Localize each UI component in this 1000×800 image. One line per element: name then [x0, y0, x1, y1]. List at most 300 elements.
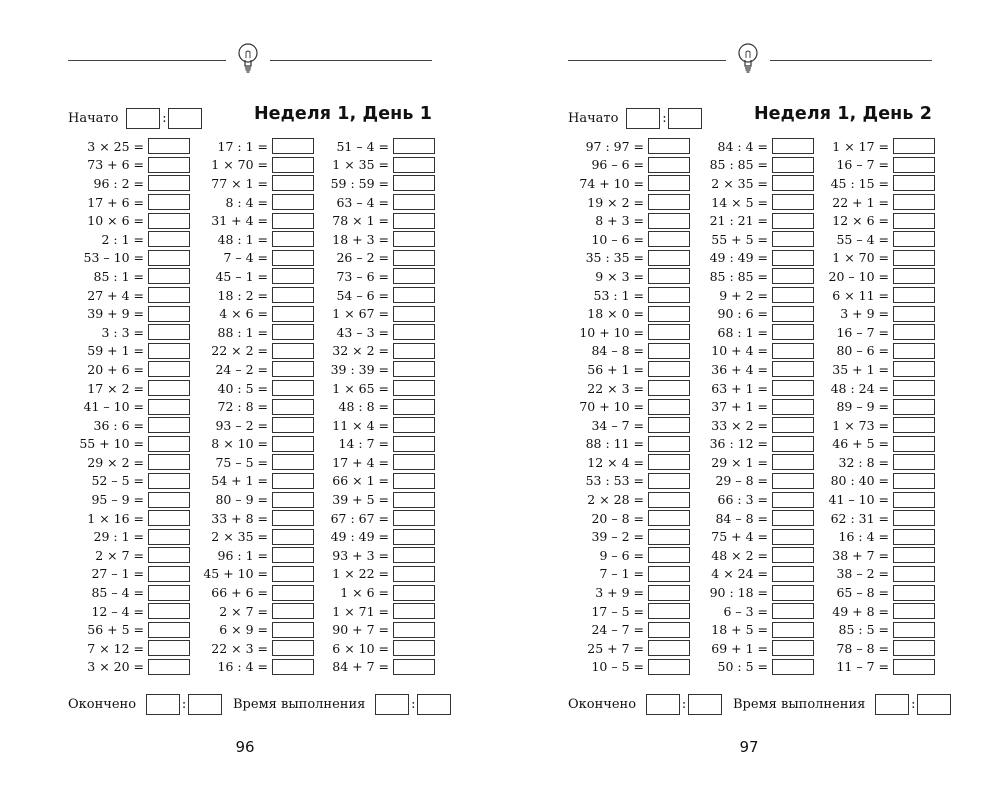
answer-box[interactable]	[148, 194, 190, 210]
problem-expression: 25 + 7 =	[587, 640, 644, 656]
answer-box[interactable]	[648, 138, 690, 154]
answer-box[interactable]	[393, 640, 435, 656]
duration-minutes-field[interactable]	[375, 694, 409, 715]
problem-expression: 2 × 28 =	[587, 492, 644, 508]
answer-box[interactable]	[272, 585, 314, 601]
problem-expression: 27 – 1 =	[91, 566, 144, 582]
answer-box[interactable]	[648, 361, 690, 377]
problem-row	[813, 453, 935, 472]
answer-box[interactable]	[148, 622, 190, 638]
answer-box[interactable]	[272, 492, 314, 508]
problems-column	[692, 137, 814, 676]
answer-box[interactable]	[893, 510, 935, 526]
answer-box[interactable]	[148, 566, 190, 582]
answer-box[interactable]	[272, 622, 314, 638]
problem-row	[813, 490, 935, 509]
problem-expression: 17 × 2 =	[87, 380, 144, 396]
answer-box[interactable]	[648, 250, 690, 266]
answer-box[interactable]	[272, 175, 314, 191]
answer-box[interactable]	[648, 324, 690, 340]
start-label: Начато	[568, 110, 619, 126]
answer-box[interactable]	[272, 603, 314, 619]
problem-expression: 38 + 7 =	[832, 547, 889, 563]
answer-box[interactable]	[772, 492, 814, 508]
answer-box[interactable]	[272, 659, 314, 675]
problem-expression: 18 + 5 =	[711, 622, 768, 638]
problem-row	[692, 602, 814, 621]
answer-box[interactable]	[272, 529, 314, 545]
answer-box[interactable]	[272, 213, 314, 229]
problem-row	[813, 658, 935, 677]
answer-box[interactable]	[893, 417, 935, 433]
answer-box[interactable]	[772, 659, 814, 675]
problem-expression: 52 – 5 =	[91, 473, 144, 489]
problem-expression: 17 : 1 =	[217, 138, 268, 154]
answer-box[interactable]	[893, 640, 935, 656]
answer-box[interactable]	[893, 454, 935, 470]
problem-expression: 1 × 71 =	[332, 603, 389, 619]
problem-expression: 29 × 1 =	[711, 454, 768, 470]
answer-box[interactable]	[393, 380, 435, 396]
problem-row	[68, 472, 190, 491]
answer-box[interactable]	[272, 194, 314, 210]
answer-box[interactable]	[772, 603, 814, 619]
problem-row	[68, 156, 190, 175]
problem-expression: 3 + 9 =	[595, 585, 644, 601]
problem-row	[192, 342, 314, 361]
answer-box[interactable]	[893, 268, 935, 284]
answer-box[interactable]	[893, 287, 935, 303]
problem-row	[692, 249, 814, 268]
answer-box[interactable]	[148, 547, 190, 563]
answer-box[interactable]	[893, 361, 935, 377]
answer-box[interactable]	[148, 343, 190, 359]
problem-expression: 96 – 6 =	[591, 157, 644, 173]
finished-minutes-field[interactable]	[188, 694, 222, 715]
answer-box[interactable]	[393, 231, 435, 247]
answer-box[interactable]	[393, 157, 435, 173]
problem-expression: 3 + 9 =	[840, 306, 889, 322]
problem-row	[68, 379, 190, 398]
answer-box[interactable]	[648, 622, 690, 638]
answer-box[interactable]	[893, 659, 935, 675]
answer-box[interactable]	[648, 399, 690, 415]
answer-box[interactable]	[648, 175, 690, 191]
answer-box[interactable]	[148, 324, 190, 340]
problem-row	[68, 527, 190, 546]
answer-box[interactable]	[148, 529, 190, 545]
answer-box[interactable]	[648, 603, 690, 619]
problem-row	[568, 137, 690, 156]
problem-expression: 41 – 10 =	[83, 399, 144, 415]
problem-expression: 2 × 35 =	[211, 529, 268, 545]
problem-expression: 97 : 97 =	[585, 138, 644, 154]
answer-box[interactable]	[148, 287, 190, 303]
answer-box[interactable]	[772, 585, 814, 601]
problem-expression: 90 : 6 =	[717, 306, 768, 322]
answer-box[interactable]	[893, 138, 935, 154]
answer-box[interactable]	[272, 399, 314, 415]
answer-box[interactable]	[772, 306, 814, 322]
problem-expression: 93 + 3 =	[332, 547, 389, 563]
answer-box[interactable]	[393, 361, 435, 377]
answer-box[interactable]	[148, 510, 190, 526]
start-minutes-field[interactable]	[668, 108, 702, 129]
answer-box[interactable]	[648, 417, 690, 433]
answer-box[interactable]	[393, 343, 435, 359]
answer-box[interactable]	[772, 473, 814, 489]
problem-expression: 59 + 1 =	[87, 343, 144, 359]
problem-expression: 49 : 49 =	[330, 529, 389, 545]
problem-row	[813, 509, 935, 528]
answer-box[interactable]	[893, 343, 935, 359]
problem-expression: 1 × 35 =	[332, 157, 389, 173]
problem-expression: 78 × 1 =	[332, 213, 389, 229]
problem-row	[692, 137, 814, 156]
answer-box[interactable]	[393, 492, 435, 508]
answer-box[interactable]	[648, 640, 690, 656]
answer-box[interactable]	[393, 213, 435, 229]
answer-box[interactable]	[148, 380, 190, 396]
answer-box[interactable]	[393, 547, 435, 563]
answer-box[interactable]	[893, 529, 935, 545]
problem-expression: 36 : 12 =	[709, 436, 768, 452]
answer-box[interactable]	[148, 361, 190, 377]
answer-box[interactable]	[393, 250, 435, 266]
answer-box[interactable]	[272, 157, 314, 173]
answer-box[interactable]	[272, 324, 314, 340]
answer-box[interactable]	[893, 566, 935, 582]
problem-row	[192, 193, 314, 212]
answer-box[interactable]	[893, 473, 935, 489]
answer-box[interactable]	[393, 585, 435, 601]
answer-box[interactable]	[772, 138, 814, 154]
problem-expression: 49 : 49 =	[709, 250, 768, 266]
answer-box[interactable]	[772, 194, 814, 210]
answer-box[interactable]	[148, 306, 190, 322]
answer-box[interactable]	[648, 659, 690, 675]
problem-row	[568, 658, 690, 677]
problem-row	[68, 583, 190, 602]
answer-box[interactable]	[148, 659, 190, 675]
answer-box[interactable]	[393, 473, 435, 489]
problem-row	[813, 583, 935, 602]
problem-expression: 72 : 8 =	[217, 399, 268, 415]
problem-row	[692, 509, 814, 528]
answer-box[interactable]	[648, 343, 690, 359]
problem-row	[692, 304, 814, 323]
answer-box[interactable]	[148, 268, 190, 284]
problem-expression: 8 × 10 =	[211, 436, 268, 452]
answer-box[interactable]	[272, 566, 314, 582]
problem-expression: 6 × 11 =	[832, 287, 889, 303]
problem-expression: 24 – 7 =	[591, 622, 644, 638]
answer-box[interactable]	[648, 213, 690, 229]
start-hours-field[interactable]	[126, 108, 160, 129]
answer-box[interactable]	[772, 287, 814, 303]
answer-box[interactable]	[772, 324, 814, 340]
duration-seconds-field[interactable]	[417, 694, 451, 715]
answer-box[interactable]	[648, 380, 690, 396]
problem-expression: 36 + 4 =	[711, 361, 768, 377]
problem-row	[192, 416, 314, 435]
answer-box[interactable]	[148, 454, 190, 470]
answer-box[interactable]	[272, 454, 314, 470]
answer-box[interactable]	[648, 473, 690, 489]
answer-box[interactable]	[393, 622, 435, 638]
answer-box[interactable]	[393, 566, 435, 582]
answer-box[interactable]	[772, 417, 814, 433]
problem-expression: 22 × 3 =	[587, 380, 644, 396]
answer-box[interactable]	[648, 306, 690, 322]
problem-row	[313, 211, 435, 230]
problem-row	[813, 435, 935, 454]
answer-box[interactable]	[648, 454, 690, 470]
answer-box[interactable]	[648, 157, 690, 173]
start-minutes-field[interactable]	[168, 108, 202, 129]
problem-row	[813, 174, 935, 193]
problem-expression: 75 – 5 =	[215, 454, 268, 470]
answer-box[interactable]	[772, 343, 814, 359]
answer-box[interactable]	[148, 473, 190, 489]
answer-box[interactable]	[648, 268, 690, 284]
problem-expression: 8 + 3 =	[595, 213, 644, 229]
answer-box[interactable]	[893, 324, 935, 340]
problem-expression: 39 + 5 =	[332, 492, 389, 508]
answer-box[interactable]	[772, 250, 814, 266]
problem-row	[692, 490, 814, 509]
duration-seconds-field[interactable]	[917, 694, 951, 715]
finished-hours-field[interactable]	[146, 694, 180, 715]
problem-expression: 74 + 10 =	[579, 175, 644, 191]
problem-row	[313, 416, 435, 435]
answer-box[interactable]	[772, 213, 814, 229]
answer-box[interactable]	[893, 622, 935, 638]
answer-box[interactable]	[772, 566, 814, 582]
answer-box[interactable]	[648, 287, 690, 303]
answer-box[interactable]	[772, 175, 814, 191]
answer-box[interactable]	[393, 659, 435, 675]
answer-box[interactable]	[772, 622, 814, 638]
answer-box[interactable]	[393, 529, 435, 545]
problem-expression: 12 × 4 =	[587, 454, 644, 470]
answer-box[interactable]	[393, 510, 435, 526]
answer-box[interactable]	[272, 343, 314, 359]
answer-box[interactable]	[772, 231, 814, 247]
answer-box[interactable]	[148, 157, 190, 173]
answer-box[interactable]	[648, 547, 690, 563]
answer-box[interactable]	[893, 231, 935, 247]
problem-expression: 29 : 1 =	[93, 529, 144, 545]
problem-row	[68, 211, 190, 230]
answer-box[interactable]	[648, 566, 690, 582]
answer-box[interactable]	[393, 399, 435, 415]
answer-box[interactable]	[148, 436, 190, 452]
answer-box[interactable]	[272, 473, 314, 489]
problem-row	[813, 230, 935, 249]
problem-expression: 14 × 5 =	[711, 194, 768, 210]
answer-box[interactable]	[393, 268, 435, 284]
problem-expression: 80 – 6 =	[836, 343, 889, 359]
answer-box[interactable]	[772, 529, 814, 545]
answer-box[interactable]	[272, 547, 314, 563]
problem-row	[313, 156, 435, 175]
problem-row	[692, 211, 814, 230]
problem-expression: 33 + 8 =	[211, 510, 268, 526]
answer-box[interactable]	[272, 510, 314, 526]
problem-expression: 12 – 4 =	[91, 603, 144, 619]
answer-box[interactable]	[393, 287, 435, 303]
problem-expression: 55 + 5 =	[711, 231, 768, 247]
problem-row	[313, 379, 435, 398]
answer-box[interactable]	[893, 175, 935, 191]
problem-row	[813, 249, 935, 268]
problem-expression: 48 : 24 =	[830, 380, 889, 396]
finished-minutes-field[interactable]	[688, 694, 722, 715]
answer-box[interactable]	[893, 399, 935, 415]
answer-box[interactable]	[272, 380, 314, 396]
problem-expression: 85 : 85 =	[709, 157, 768, 173]
answer-box[interactable]	[393, 138, 435, 154]
answer-box[interactable]	[393, 454, 435, 470]
page-number: 97	[739, 738, 759, 756]
problem-expression: 88 : 1 =	[217, 324, 268, 340]
problem-expression: 54 – 6 =	[336, 287, 389, 303]
answer-box[interactable]	[772, 547, 814, 563]
problem-expression: 75 + 4 =	[711, 529, 768, 545]
answer-box[interactable]	[148, 399, 190, 415]
answer-box[interactable]	[772, 454, 814, 470]
problem-expression: 68 : 1 =	[717, 324, 768, 340]
answer-box[interactable]	[393, 436, 435, 452]
problem-row	[813, 286, 935, 305]
problem-row	[313, 137, 435, 156]
answer-box[interactable]	[772, 399, 814, 415]
answer-box[interactable]	[148, 138, 190, 154]
problem-expression: 78 – 8 =	[836, 640, 889, 656]
answer-box[interactable]	[893, 250, 935, 266]
answer-box[interactable]	[272, 436, 314, 452]
problem-row	[313, 435, 435, 454]
answer-box[interactable]	[772, 268, 814, 284]
answer-box[interactable]	[148, 175, 190, 191]
duration-minutes-field[interactable]	[875, 694, 909, 715]
answer-box[interactable]	[148, 603, 190, 619]
answer-box[interactable]	[648, 585, 690, 601]
time-separator: :	[411, 696, 416, 712]
answer-box[interactable]	[648, 492, 690, 508]
problem-expression: 80 – 9 =	[215, 492, 268, 508]
start-hours-field[interactable]	[626, 108, 660, 129]
answer-box[interactable]	[893, 436, 935, 452]
problem-row	[568, 211, 690, 230]
problem-expression: 48 : 8 =	[338, 399, 389, 415]
answer-box[interactable]	[272, 250, 314, 266]
problem-expression: 88 : 11 =	[585, 436, 644, 452]
problem-expression: 16 – 7 =	[836, 157, 889, 173]
problem-row	[192, 379, 314, 398]
answer-box[interactable]	[393, 194, 435, 210]
answer-box[interactable]	[648, 510, 690, 526]
problem-row	[192, 565, 314, 584]
answer-box[interactable]	[148, 585, 190, 601]
problem-expression: 85 : 85 =	[709, 268, 768, 284]
answer-box[interactable]	[272, 306, 314, 322]
problem-row	[692, 472, 814, 491]
problem-row	[313, 490, 435, 509]
answer-box[interactable]	[272, 287, 314, 303]
answer-box[interactable]	[893, 213, 935, 229]
answer-box[interactable]	[772, 361, 814, 377]
answer-box[interactable]	[893, 194, 935, 210]
problem-expression: 73 + 6 =	[87, 157, 144, 173]
answer-box[interactable]	[393, 175, 435, 191]
header-rule-right	[770, 60, 932, 61]
answer-box[interactable]	[148, 640, 190, 656]
problem-row	[313, 286, 435, 305]
answer-box[interactable]	[148, 250, 190, 266]
problem-expression: 1 × 17 =	[832, 138, 889, 154]
answer-box[interactable]	[772, 436, 814, 452]
answer-box[interactable]	[893, 603, 935, 619]
answer-box[interactable]	[148, 417, 190, 433]
answer-box[interactable]	[893, 547, 935, 563]
answer-box[interactable]	[648, 436, 690, 452]
answer-box[interactable]	[148, 213, 190, 229]
answer-box[interactable]	[648, 194, 690, 210]
answer-box[interactable]	[272, 268, 314, 284]
problem-row	[68, 509, 190, 528]
answer-box[interactable]	[393, 417, 435, 433]
answer-box[interactable]	[648, 231, 690, 247]
answer-box[interactable]	[893, 380, 935, 396]
problem-expression: 90 : 18 =	[709, 585, 768, 601]
answer-box[interactable]	[272, 138, 314, 154]
answer-box[interactable]	[893, 306, 935, 322]
answer-box[interactable]	[772, 380, 814, 396]
answer-box[interactable]	[648, 529, 690, 545]
answer-box[interactable]	[272, 640, 314, 656]
problem-expression: 69 + 1 =	[711, 640, 768, 656]
problem-row	[568, 156, 690, 175]
problem-expression: 17 – 5 =	[591, 603, 644, 619]
answer-box[interactable]	[393, 324, 435, 340]
answer-box[interactable]	[772, 157, 814, 173]
answer-box[interactable]	[272, 231, 314, 247]
problem-row	[568, 602, 690, 621]
answer-box[interactable]	[272, 417, 314, 433]
answer-box[interactable]	[393, 603, 435, 619]
time-separator: :	[181, 696, 187, 712]
answer-box[interactable]	[893, 492, 935, 508]
problem-row	[813, 620, 935, 639]
answer-box[interactable]	[393, 306, 435, 322]
problem-row	[568, 360, 690, 379]
problem-row	[692, 230, 814, 249]
answer-box[interactable]	[772, 510, 814, 526]
problem-row	[68, 658, 190, 677]
answer-box[interactable]	[772, 640, 814, 656]
answer-box[interactable]	[893, 157, 935, 173]
problem-row	[68, 323, 190, 342]
problem-expression: 48 : 1 =	[217, 231, 268, 247]
answer-box[interactable]	[272, 361, 314, 377]
answer-box[interactable]	[148, 231, 190, 247]
answer-box[interactable]	[148, 492, 190, 508]
answer-box[interactable]	[893, 585, 935, 601]
problem-row	[313, 453, 435, 472]
finished-hours-field[interactable]	[646, 694, 680, 715]
